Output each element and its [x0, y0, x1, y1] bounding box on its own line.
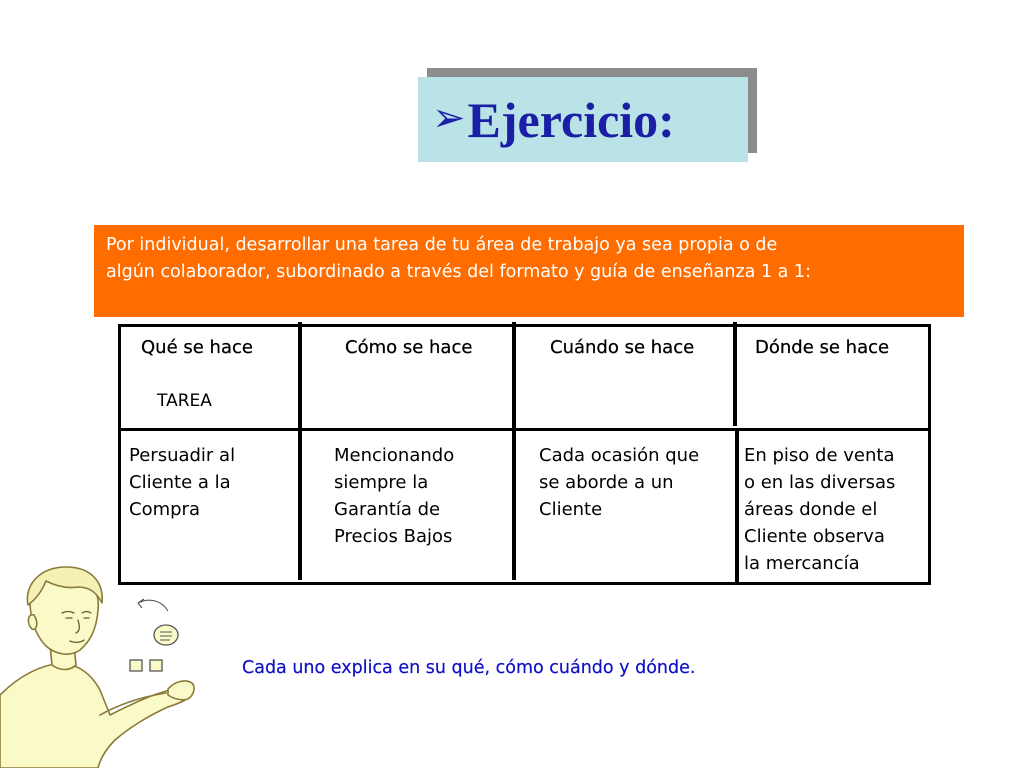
instruction-line-1: Por individual, desarrollar una tarea de tu área de trabajo ya sea propia o de [106, 235, 778, 255]
instruction-box [94, 225, 964, 317]
instruction-line-2: algún colaborador, subordinado a través del formato y guía de enseñanza 1 a 1: [106, 262, 811, 282]
teacher-illustration-icon [0, 565, 225, 768]
table-header-que: Qué se hace [141, 337, 253, 358]
task-table [118, 324, 931, 585]
table-column-divider [733, 322, 737, 426]
table-column-divider [512, 322, 516, 580]
table-header-donde: Dónde se hace [755, 337, 890, 358]
title-box [418, 77, 748, 162]
table-column-divider [298, 322, 302, 580]
table-cell-como: Mencionando siempre la Garantía de Precios Bajos [334, 445, 455, 547]
table-cell-que: Persuadir al Cliente a la Compra [129, 445, 236, 520]
footer-note: Cada uno explica en su qué, cómo cuándo y dónde. [242, 658, 696, 678]
table-header-como: Cómo se hace [345, 337, 473, 358]
table-header-cuando: Cuándo se hace [550, 337, 695, 358]
table-header-sub-tarea: TAREA [157, 391, 212, 411]
table-column-divider [735, 428, 739, 582]
arrow-bullet-icon: ➢ [432, 94, 466, 141]
table-cell-donde: En piso de venta o en las diversas áreas donde el Cliente observa la mercancía [744, 445, 896, 574]
slide-title: Ejercicio: [467, 91, 675, 148]
table-cell-cuando: Cada ocasión que se aborde a un Cliente [539, 445, 700, 520]
table-header-divider [121, 428, 928, 431]
